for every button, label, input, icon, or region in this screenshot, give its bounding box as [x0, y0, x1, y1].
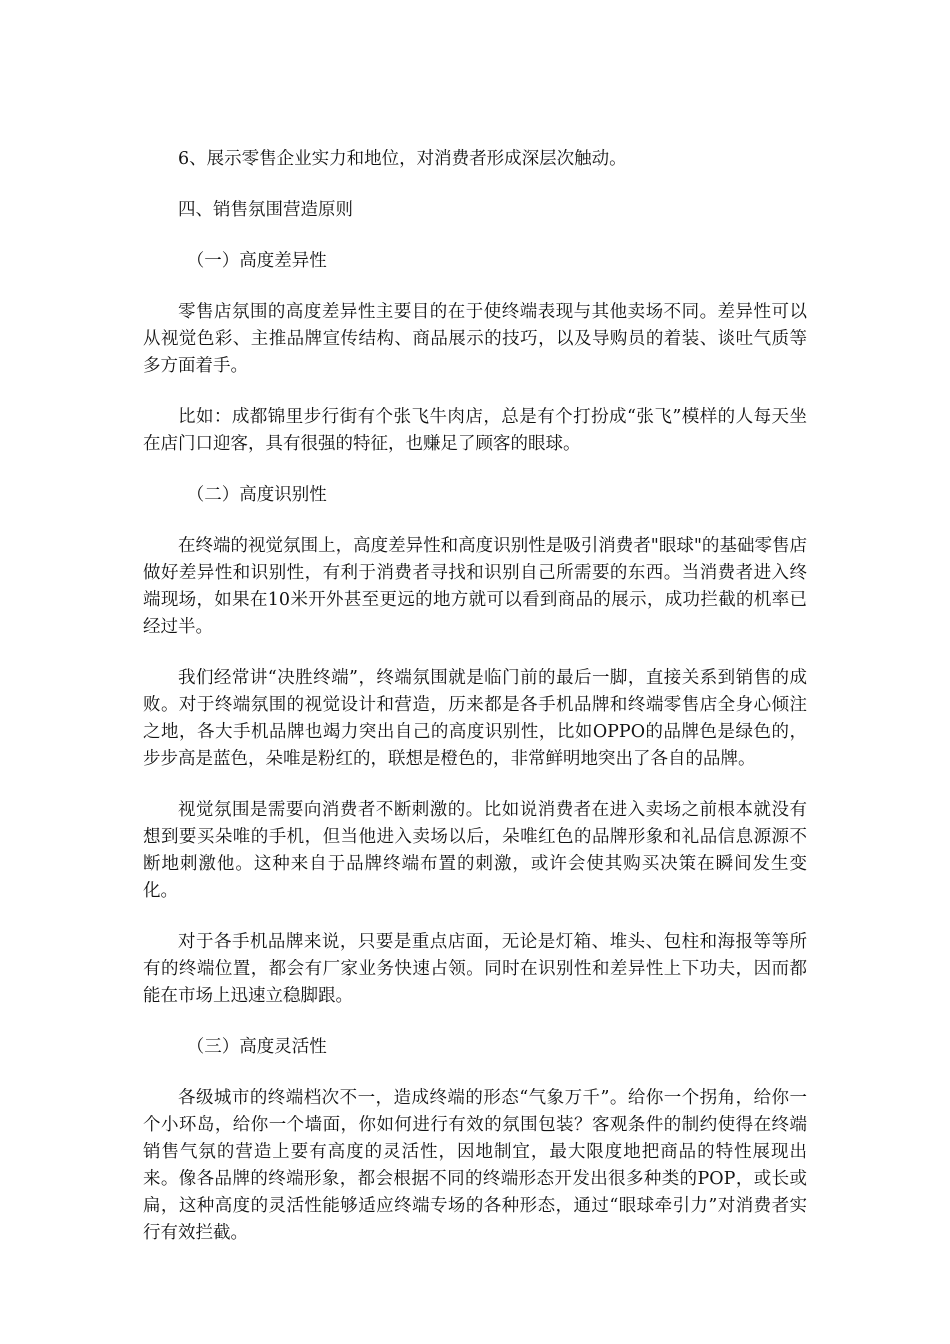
paragraph: 在终端的视觉氛围上，高度差异性和高度识别性是吸引消费者"眼球"的基础零售店做好差异性和识别性，有利于消费者寻找和识别自己所需要的东西。当消费者进入终端现场，如果在10米开外甚至更远的地方就可以看到商品的展示，成功拦截的机率已经过半。 — [143, 536, 807, 637]
paragraph-item-6: 6、展示零售企业实力和地位，对消费者形成深层次触动。 — [178, 149, 627, 169]
document-body — [143, 146, 807, 1247]
subheading-3: （三）高度灵活性 — [186, 1037, 327, 1057]
subheading-1: （一）高度差异性 — [186, 251, 327, 271]
paragraph: 各级城市的终端档次不一，造成终端的形态“气象万千”。给你一个拐角，给你一个小环岛，给你一个墙面，你如何进行有效的氛围包装？客观条件的制约使得在终端销售气氛的营造上要有高度的灵活性，因地制宜，最大限度地把商品的特性展现出来。像各品牌的终端形象，都会根据不同的终端形态开发出很多种类的POP，或长或扁，这种高度的灵活性能够适应终端专场的各种形态，通过“眼球牵引力”对消费者实行有效拦截。 — [143, 1088, 807, 1243]
paragraph: 视觉氛围是需要向消费者不断刺激的。比如说消费者在进入卖场之前根本就没有想到要买朵唯的手机，但当他进入卖场以后，朵唯红色的品牌形象和礼品信息源源不断地刺激他。这种来自于品牌终端布置的刺激，或许会使其购买决策在瞬间发生变化。 — [143, 800, 807, 901]
paragraph: 比如：成都锦里步行街有个张飞牛肉店，总是有个打扮成“张飞”模样的人每天坐在店门口迎客，具有很强的特征，也赚足了顾客的眼球。 — [143, 407, 807, 454]
section-heading-4: 四、销售氛围营造原则 — [178, 200, 353, 220]
paragraph: 对于各手机品牌来说，只要是重点店面，无论是灯箱、堆头、包柱和海报等等所有的终端位置，都会有厂家业务快速占领。同时在识别性和差异性上下功夫，因而都能在市场上迅速立稳脚跟。 — [143, 932, 807, 1006]
subheading-2: （二）高度识别性 — [186, 485, 327, 505]
paragraph: 零售店氛围的高度差异性主要目的在于使终端表现与其他卖场不同。差异性可以从视觉色彩、主推品牌宣传结构、商品展示的技巧，以及导购员的着装、谈吐气质等多方面着手。 — [143, 302, 807, 376]
paragraph: 我们经常讲“决胜终端”，终端氛围就是临门前的最后一脚，直接关系到销售的成败。对于终端氛围的视觉设计和营造，历来都是各手机品牌和终端零售店全身心倾注之地，各大手机品牌也竭力突出自己的高度识别性，比如OPPO的品牌色是绿色的，步步高是蓝色，朵唯是粉红的，联想是橙色的，非常鲜明地突出了各自的品牌。 — [143, 668, 807, 769]
